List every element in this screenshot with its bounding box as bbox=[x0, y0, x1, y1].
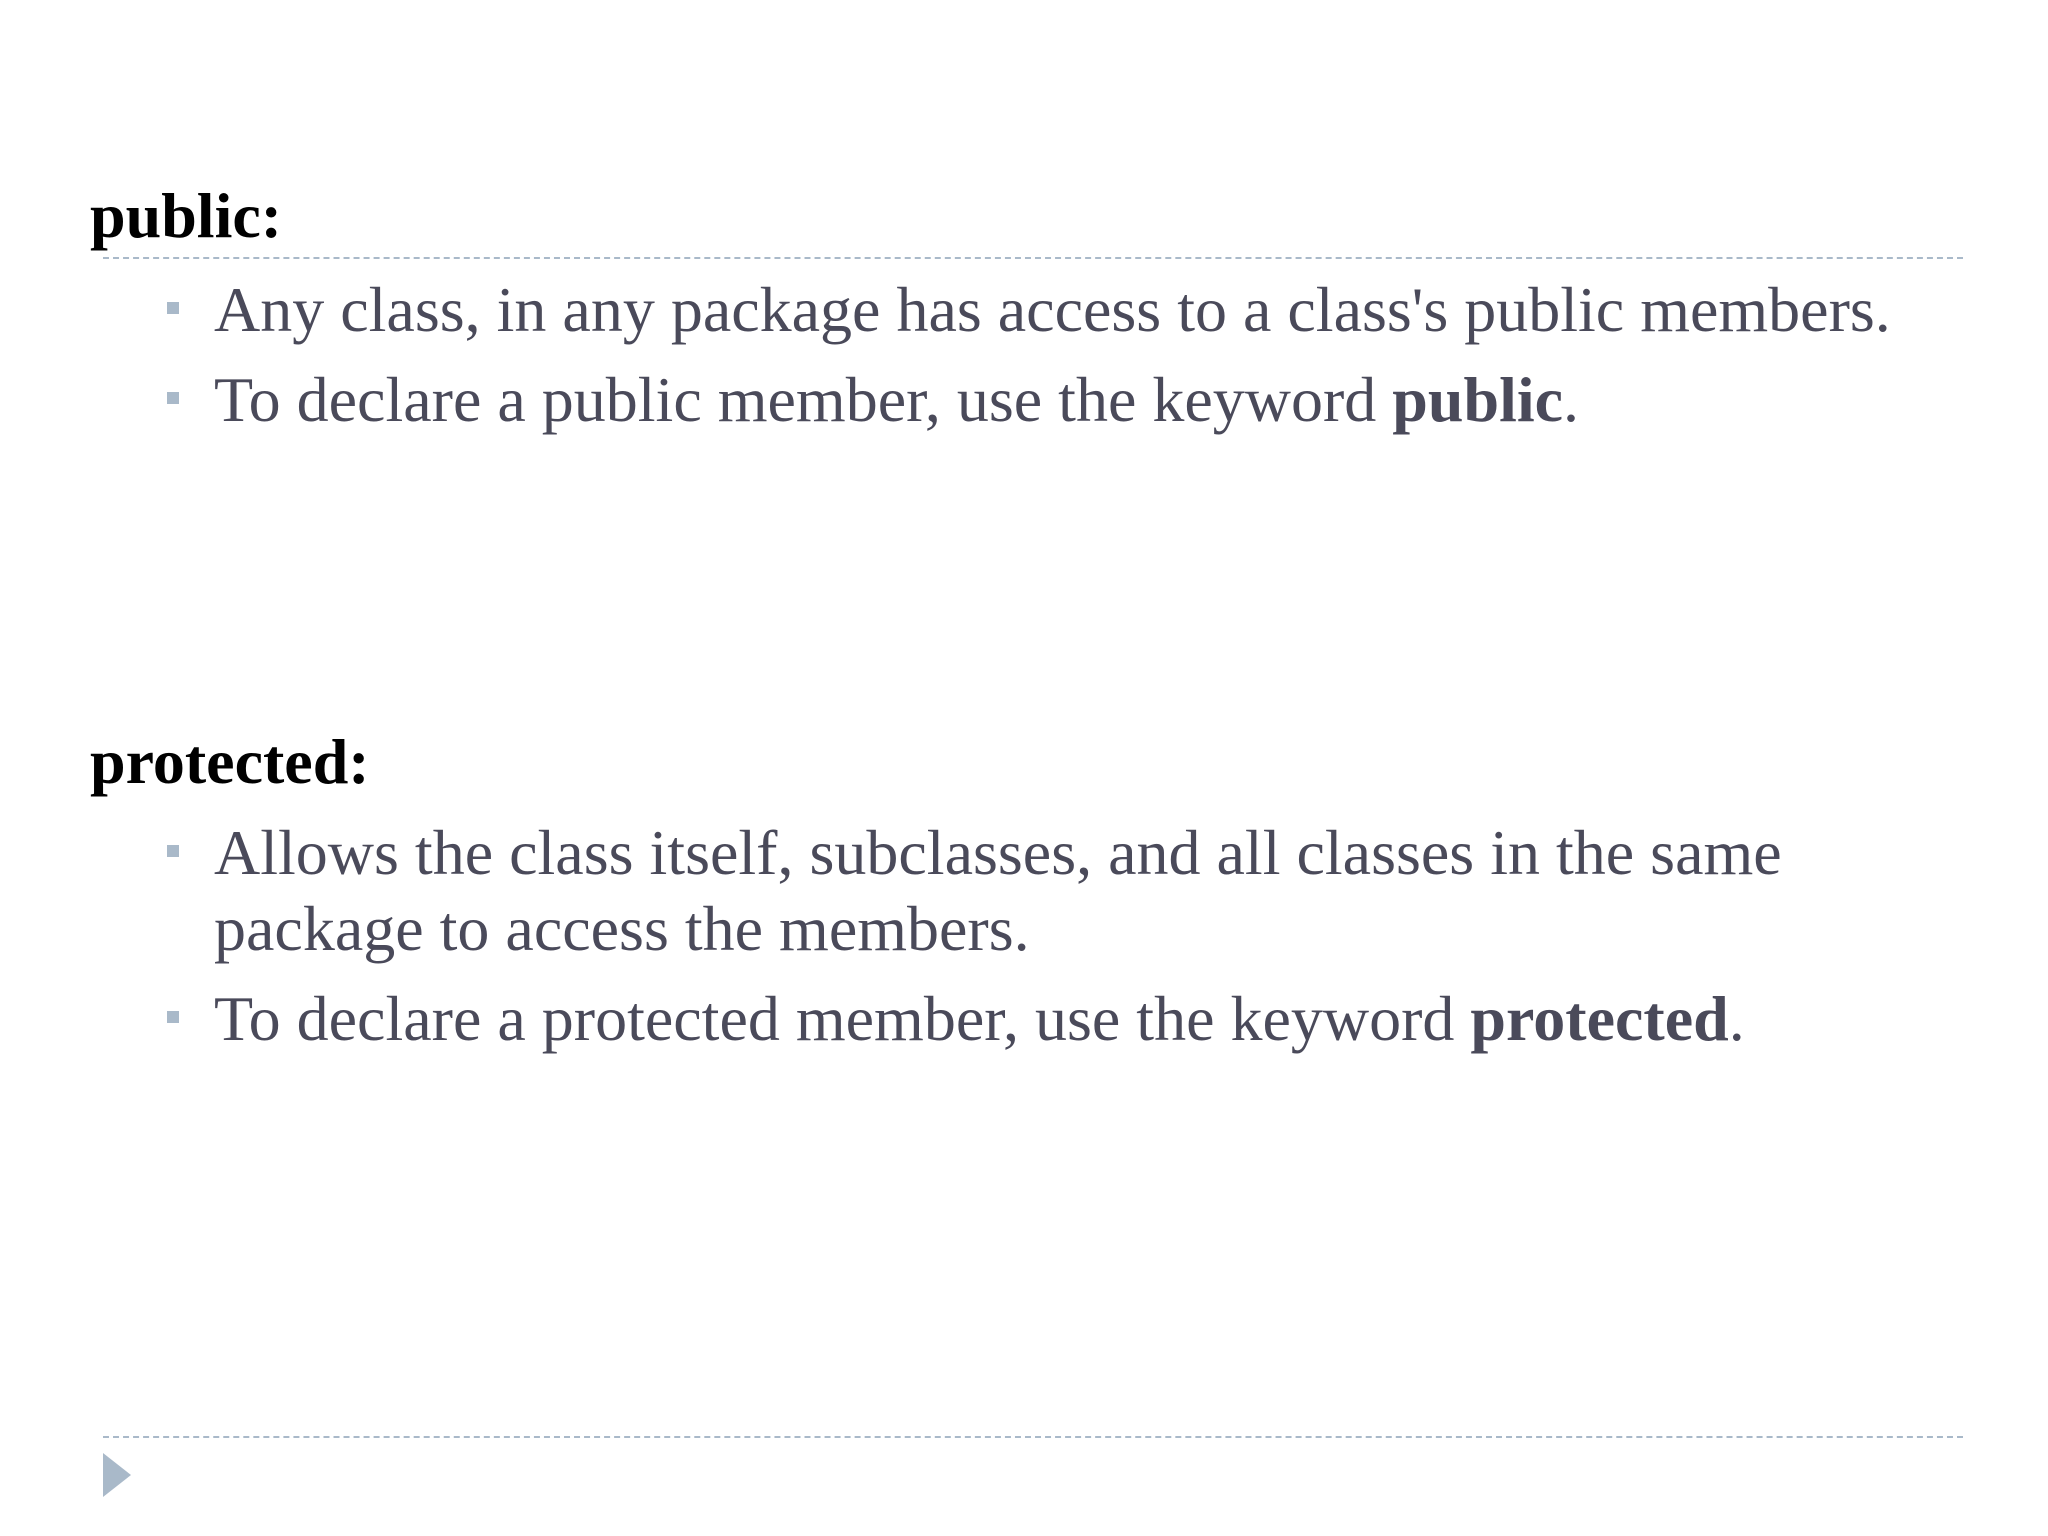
keyword-protected: protected bbox=[1470, 983, 1729, 1054]
square-bullet-icon bbox=[167, 1011, 179, 1023]
list-item bbox=[0, 815, 2048, 967]
bullet-text: Any class, in any package has access to a class's public members. bbox=[214, 274, 1891, 345]
keyword-public: public bbox=[1392, 364, 1564, 435]
square-bullet-icon bbox=[167, 302, 179, 314]
bullet-text-before: To declare a public member, use the keyword bbox=[214, 364, 1393, 435]
play-arrow-icon[interactable] bbox=[103, 1453, 131, 1497]
section-heading-protected: protected: bbox=[90, 726, 370, 797]
bullet-list-protected bbox=[0, 815, 2048, 1057]
list-item bbox=[0, 362, 2048, 438]
list-item bbox=[0, 272, 2048, 348]
bullet-text-after: . bbox=[1563, 364, 1580, 435]
bullet-text: Allows the class itself, subclasses, and all classes in the same package to access the members. bbox=[214, 817, 1782, 964]
divider-bottom bbox=[103, 1436, 1963, 1438]
bullet-list-public bbox=[0, 272, 2048, 438]
divider-top bbox=[103, 257, 1963, 259]
section-heading-public: public: bbox=[90, 180, 283, 251]
bullet-text-after: . bbox=[1728, 983, 1745, 1054]
square-bullet-icon bbox=[167, 392, 179, 404]
bullet-text-before: To declare a protected member, use the keyword bbox=[214, 983, 1471, 1054]
square-bullet-icon bbox=[167, 845, 179, 857]
list-item bbox=[0, 981, 2048, 1057]
